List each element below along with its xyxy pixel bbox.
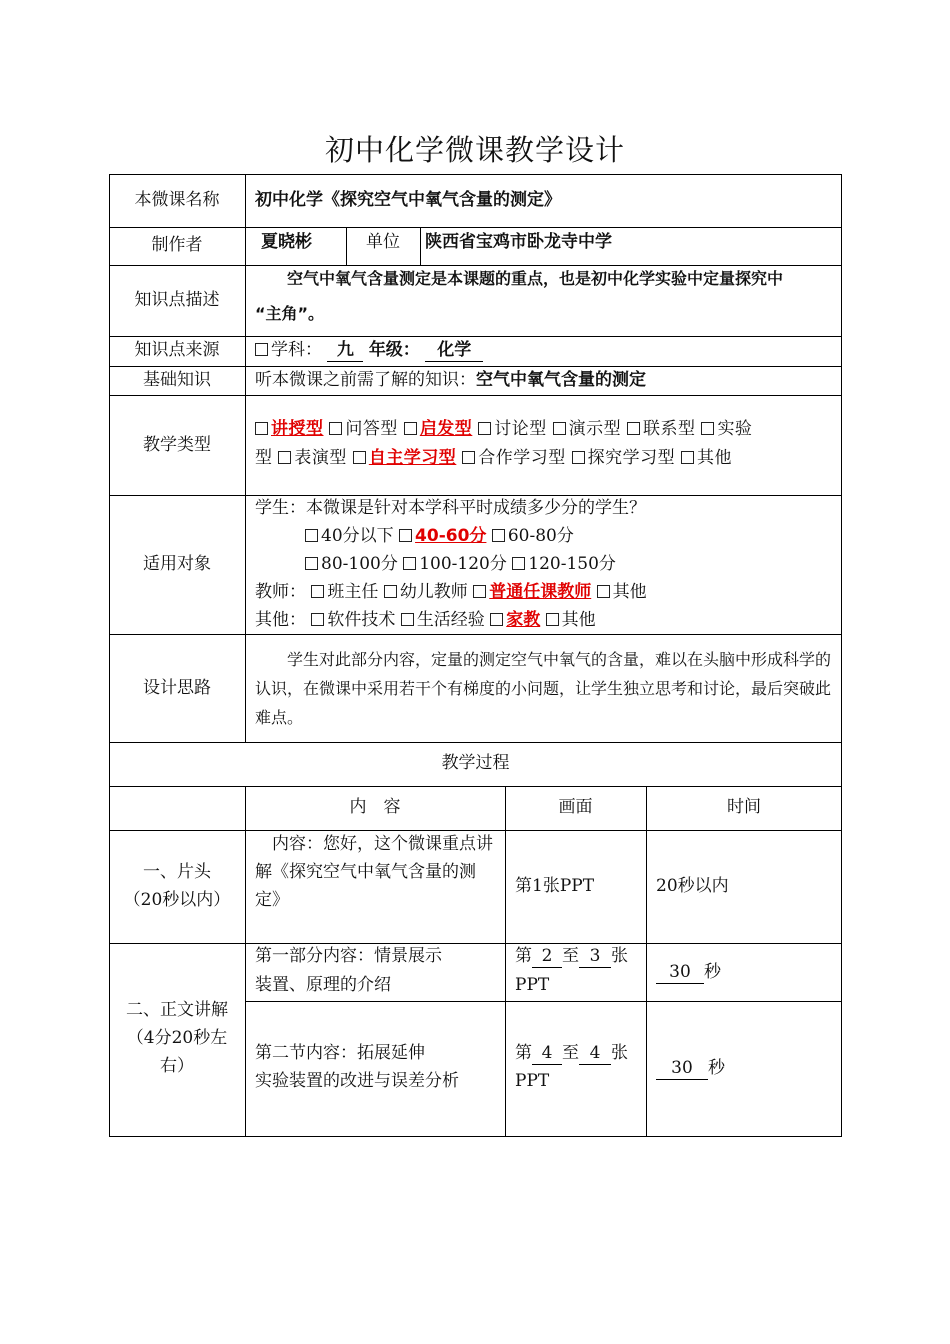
type-experiment: 实验 [717,419,753,439]
label-course-name: 本微课名称 [134,190,220,210]
checkbox-icon[interactable] [553,422,566,435]
part1-time-unit: 秒 [704,962,721,982]
target-other-line [255,606,596,634]
checkbox-icon[interactable] [681,451,694,464]
checkbox-icon[interactable] [305,557,318,570]
other-software: 软件技术 [327,610,396,630]
checkbox-icon[interactable] [492,529,505,542]
type-lecture: 讲授型 [271,419,324,439]
checkbox-icon[interactable] [278,451,291,464]
teacher-label: 教师： [255,582,306,602]
col-header-time: 时间 [727,797,761,817]
col-divider [245,174,246,742]
part1-content-line1: 第一部分内容：情景展示 [255,946,442,966]
lesson-design-table [109,174,842,1137]
checkbox-icon[interactable] [572,451,585,464]
other-tutor: 家教 [506,610,541,630]
col-divider [646,786,647,1137]
part2-time [656,1054,725,1082]
grade-label: 年级： [368,340,420,360]
table-border-bottom [109,1136,842,1137]
table-border-left [109,174,110,1137]
checkbox-icon[interactable] [403,557,416,570]
part2-screen-from: 4 [532,1042,562,1065]
process-heading: 教学过程 [441,753,510,773]
type-inquiry: 探究学习型 [587,448,676,468]
checkbox-icon[interactable] [384,585,397,598]
col-divider [420,227,421,265]
teacher-ordinary: 普通任课教师 [489,582,592,602]
row-opening-content: 内容：您好，这个微课重点讲解《探究空气中氧气含量的测定》 [255,834,493,910]
part1-screen [515,942,628,970]
part1-screen-prefix: 第 [515,946,532,966]
row-divider [109,634,842,635]
checkbox-icon[interactable] [404,422,417,435]
part2-screen-suffix: 张 [611,1043,628,1063]
col-divider [505,786,506,1137]
checkbox-icon[interactable] [311,585,324,598]
row-opening-time: 20秒以内 [656,876,729,896]
checkbox-icon[interactable] [462,451,475,464]
type-self-study: 自主学习型 [368,448,457,468]
target-teacher-line [255,578,647,606]
score-80-100: 80-100分 [321,554,398,574]
score-100-120: 100-120分 [419,554,507,574]
checkbox-icon[interactable] [329,422,342,435]
part1-time-value: 30 [656,961,704,984]
row-divider [109,786,842,787]
part2-time-value: 30 [656,1057,708,1080]
teacher-kindergarten: 幼儿教师 [399,582,468,602]
basic-knowledge-value: 空气中氧气含量的测定 [476,370,646,390]
type-inspiration: 启发型 [419,419,473,439]
score-120-150: 120-150分 [528,554,616,574]
label-target: 适用对象 [143,554,211,574]
part1-screen-to: 3 [579,945,611,968]
row-opening-screen: 第1张PPT [515,876,595,896]
label-teaching-type: 教学类型 [143,435,211,455]
knowledge-desc-line2: “主角”。 [255,304,325,323]
checkbox-icon[interactable] [399,529,412,542]
type-cooperative: 合作学习型 [478,448,566,468]
score-60-80: 60-80分 [507,526,574,546]
col-header-screen: 画面 [558,797,593,817]
part2-screen-prefix: 第 [515,1043,532,1063]
table-border-top [109,174,842,175]
part2-content-line1: 第二节内容：拓展延伸 [255,1043,425,1063]
row-divider [109,395,842,396]
row-main-label: 二、正文讲解 [126,1000,228,1020]
target-scores-line1 [305,522,574,550]
checkbox-icon[interactable] [255,343,268,356]
part2-screen [515,1039,628,1067]
row-opening-duration: （20秒以内） [123,890,231,910]
label-knowledge-desc: 知识点描述 [134,290,220,310]
target-student-question: 学生：本微课是针对本学科平时成绩多少分的学生？ [255,498,646,518]
author-name: 夏晓彬 [261,232,312,252]
table-border-right [841,174,842,1137]
basic-knowledge-prefix: 听本微课之前需了解的知识： [255,370,476,390]
type-discussion: 讨论型 [494,419,547,439]
subject-label: 学科： [271,340,322,360]
checkbox-icon[interactable] [478,422,491,435]
part2-screen-to: 4 [579,1042,611,1065]
part2-screen-ppt: PPT [515,1071,550,1091]
target-scores-line2 [305,550,616,578]
checkbox-icon[interactable] [597,585,610,598]
checkbox-icon[interactable] [490,613,503,626]
page-title: 初中化学微课教学设计 [324,133,625,167]
grade-value: 化学 [425,339,483,362]
part2-content-line2: 实验装置的改进与误差分析 [255,1071,459,1091]
teacher-other: 其他 [612,582,647,602]
label-design-idea: 设计思路 [143,678,211,698]
other-life: 生活经验 [416,610,485,630]
score-40-60: 40-60分 [415,526,487,546]
knowledge-source [255,336,483,364]
part1-screen-from: 2 [532,945,562,968]
part1-screen-suffix: 张 [611,946,628,966]
knowledge-desc-line1: 空气中氧气含量测定是本课题的重点，也是初中化学实验中定量探究中 [287,269,784,288]
unit-name: 陕西省宝鸡市卧龙寺中学 [425,232,612,252]
row-opening-label: 一、片头 [143,862,211,882]
type-demo: 演示型 [568,419,622,439]
other-other: 其他 [561,610,596,630]
checkbox-icon[interactable] [311,613,324,626]
checkbox-icon[interactable] [627,422,640,435]
part1-screen-ppt: PPT [515,975,550,995]
type-performance: 表演型 [294,448,347,468]
row-divider [245,1001,842,1002]
label-knowledge-source: 知识点来源 [134,340,220,360]
label-unit: 单位 [366,232,400,252]
type-experiment-suffix: 型 [255,448,273,468]
checkbox-icon[interactable] [546,613,559,626]
subject-value: 九 [327,339,363,362]
row-divider [109,943,842,944]
design-idea-text: 学生对此部分内容，定量的测定空气中氧气的含量，难以在头脑中形成科学的认识，在微课中采用若干个有梯度的小问题，让学生独立思考和讨论，最后突破此难点。 [255,650,832,727]
part2-time-unit: 秒 [708,1058,725,1078]
part1-time [656,958,721,986]
label-author: 制作者 [151,235,203,255]
course-name: 初中化学《探究空气中氧气含量的测定》 [255,190,561,210]
other-label: 其他： [255,610,306,630]
label-basic-knowledge: 基础知识 [143,370,211,390]
part1-content-line2: 装置、原理的介绍 [255,975,391,995]
teacher-head: 班主任 [327,582,379,602]
checkbox-icon[interactable] [512,557,525,570]
type-qa: 问答型 [345,419,398,439]
type-connection: 联系型 [643,419,696,439]
checkbox-icon[interactable] [255,422,268,435]
col-header-content: 内 容 [349,797,401,817]
type-other: 其他 [697,448,733,468]
row-main-duration: （4分20秒左右） [126,1028,228,1076]
checkbox-icon[interactable] [401,613,414,626]
row-divider [109,742,842,743]
teaching-types-line2 [255,444,732,472]
checkbox-icon[interactable] [353,451,366,464]
checkbox-icon[interactable] [305,529,318,542]
basic-knowledge [255,366,646,394]
teaching-types-line1 [255,415,752,443]
part2-screen-mid: 至 [562,1043,579,1063]
checkbox-icon[interactable] [701,422,714,435]
score-below-40: 40分以下 [321,526,394,546]
checkbox-icon[interactable] [473,585,486,598]
col-divider [245,786,246,1137]
part1-screen-mid: 至 [562,946,579,966]
